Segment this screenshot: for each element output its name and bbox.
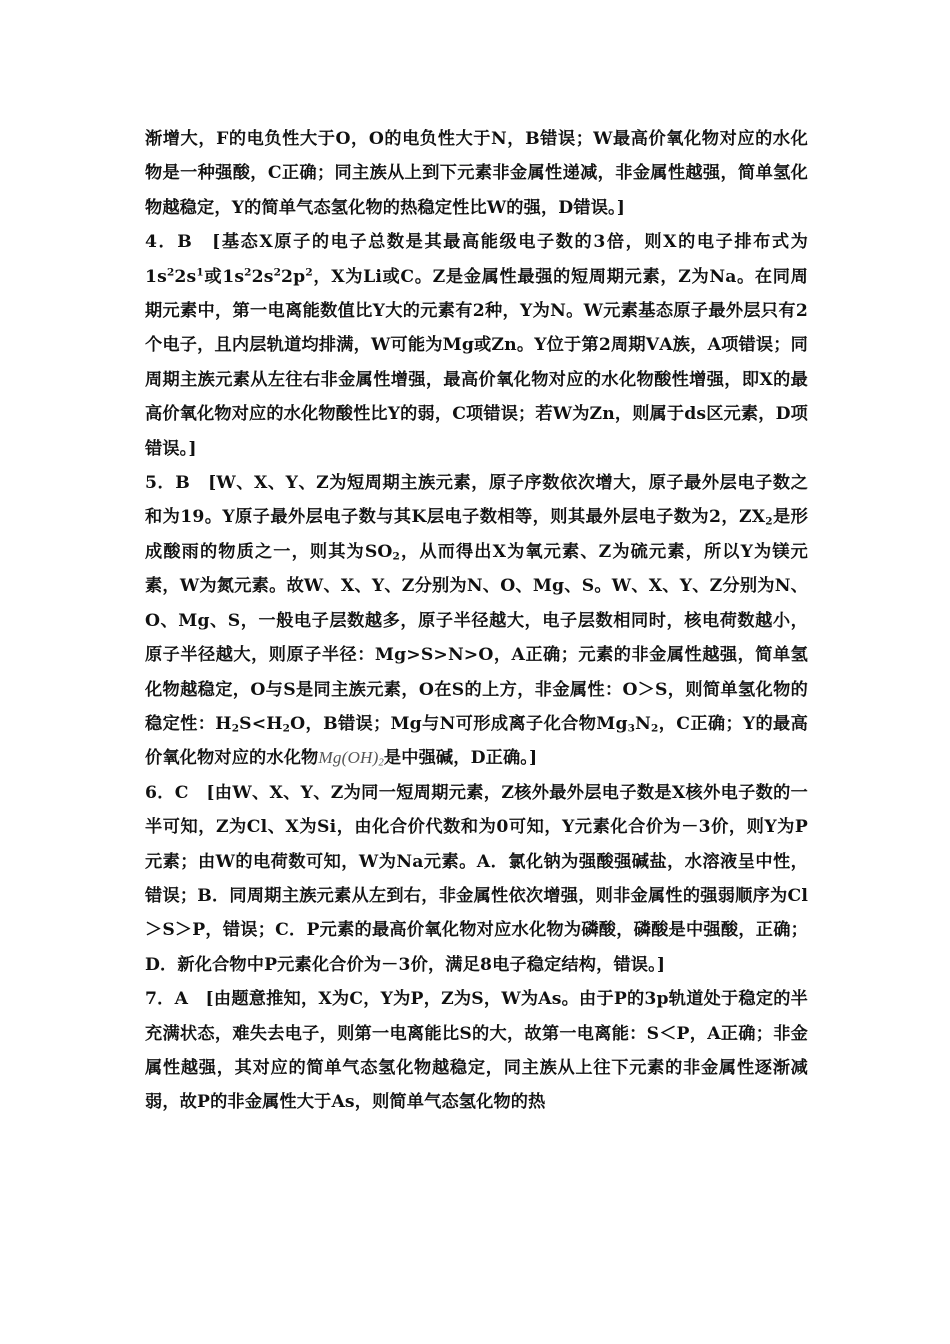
answer-3-continuation: 渐增大，F的电负性大于O，O的电负性大于N，B错误；W最高价氧化物对应的水化物是一种强酸，C正确；同主族从上到下元素非金属性递减，非金属性越强，简单氢化物越稳定，Y的简单气态氢化物的热稳定性比W的强，D错误。] <box>145 129 808 218</box>
answer-4-text: 4．B [基态X原子的电子总数是其最高能级电子数的3倍，则X的电子排布式为1s <box>145 232 808 287</box>
subscript: 2 <box>282 722 291 735</box>
subscript: 3 <box>627 722 636 735</box>
answer-5-text: N <box>635 713 651 734</box>
superscript: 2 <box>305 266 313 279</box>
subscript: 2 <box>231 722 240 735</box>
answer-5-text: O，B错误；Mg与N可形成离子化合物Mg <box>290 713 628 734</box>
answer-5-text: 5．B [W、X、Y、Z为短周期主族元素，原子序数依次增大，原子最外层电子数之和为19。Y原子最外层电子数与其K层电子数相等，则其最外层电子数为2，ZX <box>145 473 808 528</box>
answer-4-text: ，X为Li或C。Z是金属性最强的短周期元素，Z为Na。在同周期元素中，第一电离能数值比Y大的元素有2种，Y为N。W元素基态原子最外层只有2个电子，且内层轨道均排满，W可能为Mg或Zn。Y位于第2周期ⅤA族，A项错误；同周期主族元素从左往右非金属性增强，最高价氧化物对应的水化物酸性增强，即X的最高价氧化物对应的水化物酸性比Y的弱，C项错误；若W为Zn，则属于ds区元素，D项错误。] <box>145 266 808 459</box>
answer-4-text: 或1s <box>203 266 245 287</box>
subscript: 2 <box>378 757 384 769</box>
subscript: 2 <box>651 722 659 735</box>
answer-4-text: 2s <box>251 266 274 287</box>
subscript: 2 <box>765 516 773 529</box>
answer-6: 6．C [由W、X、Y、Z为同一短周期元素，Z核外最外层电子数是X核外电子数的一半可知，Z为Cl、X为Si，由化合价代数和为0可知，Y元素化合价为－3价，则Y为P元素；由W的电荷数可知，W为Na元素。A．氯化钠为强酸强碱盐，水溶液呈中性，错误；B．同周期主族元素从左到右，非金属性依次增强，则非金属性的强弱顺序为Cl＞S＞P，错误；C．P元素的最高价氧化物对应水化物为磷酸，磷酸是中强酸，正确；D．新化合物中P元素化合价为－3价，满足8电子稳定结构，错误。] <box>145 782 808 975</box>
answer-5-text: S<H <box>239 713 283 734</box>
superscript: 2 <box>273 266 282 279</box>
superscript: 2 <box>244 266 252 279</box>
answer-5-text: 是形成酸雨的物质之一，则其为SO <box>145 507 808 562</box>
answer-7: 7．A [由题意推知，X为C，Y为P，Z为S，W为As。由于P的3p轨道处于稳定的半充满状态，难失去电子，则第一电离能比S的大，故第一电离能：S＜P，A正确；非金属性越强，其对应的简单气态氢化物越稳定，同主族从上往下元素的非金属性逐渐减弱，故P的非金属性大于As，则简单气态氢化物的热 <box>145 989 808 1113</box>
answer-4-text: 2s <box>174 266 197 287</box>
superscript: 1 <box>196 266 204 279</box>
answer-page <box>145 122 808 1120</box>
answer-5-text: 是中强碱，D正确。] <box>383 748 538 769</box>
answer-5-text: ，从而得出X为氧元素、Z为硫元素，所以Y为镁元素，W为氮元素。故W、X、Y、Z分别为N、O、Mg、S。W、X、Y、Z分别为N、O、Mg、S，一般电子层数越多，原子半径越大，电子层数相同时，核电荷数越小，原子半径越大，则原子半径：Mg>S>N>O，A正确；元素的非金属性越强，简单氢化物越稳定，O与S是同主族元素，O在S的上方，非金属性：O＞S，则简单氢化物的稳定性：H <box>145 541 808 734</box>
superscript: 2 <box>166 266 175 279</box>
answer-5 <box>145 466 808 776</box>
answer-4 <box>145 225 808 466</box>
math-formula: Mg(OH) <box>318 748 379 768</box>
subscript: 2 <box>392 550 401 563</box>
answer-4-text: 2p <box>281 266 306 287</box>
answer-5-text: ，C正确；Y的最高价氧化物对应的水化物 <box>145 713 808 769</box>
